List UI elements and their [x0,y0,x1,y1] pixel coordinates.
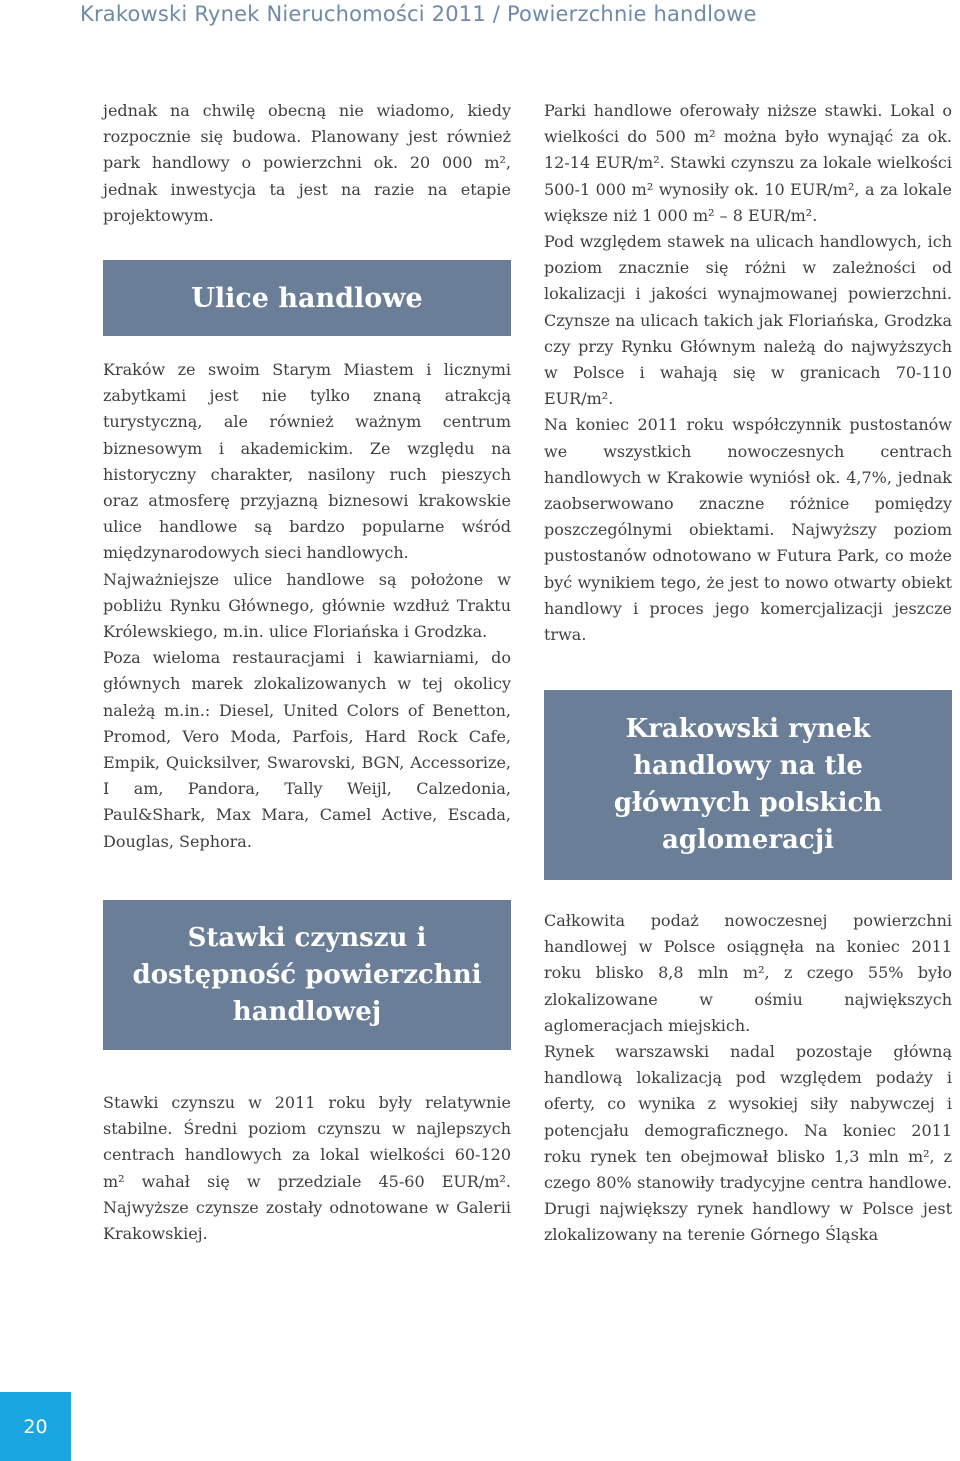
page-number: 20 [23,1415,48,1438]
section-heading-stawki-czynszu [103,900,511,1050]
paragraph: Pod względem stawek na ulicach handlowych, ich poziom znacznie się różni w zależności od lokalizacji i jakości wynajmowanej powierzchni. Czynsze na ulicach takich jak Floriańska, Grodzka czy przy Rynku Głównym należą do najwyższych w Polsce i wahają się w granicach 70-110 EUR/m². [544,232,952,409]
right-column-top [544,98,952,648]
page-number-badge [0,1392,71,1461]
section-heading-ulice-handlowe [103,260,511,336]
left-column-body [103,357,511,855]
section-heading-krakowski-rynek [544,690,952,880]
paragraph: Poza wieloma restauracjami i kawiarniami, do głównych marek zlokalizowanych w tej okolicy należą m.in.: Diesel, United Colors of Benetton, Promod, Vero Moda, Parfois, Hard Rock Cafe, Empik, Quicksilver, Swarovski, BGN, Accessorize, I am, Pandora, Tally Weijl, Calzedonia, Paul&Shark, Max Mara, Camel Active, Escada, Douglas, Sephora. [103,648,511,851]
paragraph: Stawki czynszu w 2011 roku były relatywnie stabilne. Średni poziom czynszu w najlepszych centrach handlowych za lokal wielkości 60-120 m² wahał się w przedziale 45-60 EUR/m². Najwyższe czynsze zostały odnotowane w Galerii Krakowskiej. [103,1093,511,1244]
left-column-top [103,98,511,229]
left-column-bottom [103,1090,511,1247]
section-heading-text: Ulice handlowe [191,282,423,314]
page-header: Krakowski Rynek Nieruchomości 2011 / Powierzchnie handlowe [80,2,757,26]
paragraph: Kraków ze swoim Starym Miastem i licznymi zabytkami jest nie tylko znaną atrakcją turystyczną, ale również ważnym centrum biznesowym i akademickim. Ze względu na historyczny charakter, nasilony ruch pieszych oraz atmosferę przyjazną biznesowi krakowskie ulice handlowe są bardzo popularne wśród międzynarodowych sieci handlowych. [103,360,511,563]
paragraph: Całkowita podaż nowoczesnej powierzchni handlowej w Polsce osiągnęła na koniec 2011 roku blisko 8,8 mln m², z czego 55% było zlokalizowane w ośmiu największych aglomeracjach miejskich. [544,911,952,1035]
section-heading-text: Stawki czynszu i dostępność powierzchni handlowej [132,922,482,1027]
paragraph: Parki handlowe oferowały niższe stawki. Lokal o wielkości do 500 m² można było wynająć za ok. 12-14 EUR/m². Stawki czynszu za lokale wielkości 500-1 000 m² wynosiły ok. 10 EUR/m², a za lokale większe niż 1 000 m² – 8 EUR/m². [544,101,952,225]
paragraph: Najważniejsze ulice handlowe są położone w pobliżu Rynku Głównego, głównie wzdłuż Traktu Królewskiego, m.in. ulice Floriańska i Grodzka. [103,569,511,642]
right-column-bottom [544,908,952,1249]
paragraph: Na koniec 2011 roku współczynnik pustostanów we wszystkich nowoczesnych centrach handlowych w Krakowie wyniósł ok. 4,7%, jednak zaobserwowano znaczne różnice pomiędzy poszczególnymi obiektami. Najwyższy poziom pustostanów odnotowano w Futura Park, co może być wynikiem tego, że jest to nowo otwarty obiekt handlowy i proces jego komercjalizacji jeszcze trwa. [544,415,952,645]
section-heading-text: Krakowski rynek handlowy na tle głównych polskich aglomeracji [613,714,883,855]
paragraph: Rynek warszawski nadal pozostaje główną handlową lokalizacją pod względem podaży i oferty, co wynika z wysokiej siły nabywczej i potencjału demograficznego. Na koniec 2011 roku rynek ten obejmował blisko 1,3 mln m², z czego 80% stanowiły tradycyjne centra handlowe. Drugi największy rynek handlowy w Polsce jest zlokalizowany na terenie Górnego Śląska [544,1042,952,1245]
intro-paragraph: jednak na chwilę obecną nie wiadomo, kiedy rozpocznie się budowa. Planowany jest również park handlowy o powierzchni ok. 20 000 m², jednak inwestycja ta jest na razie na etapie projektowym. [103,101,511,225]
